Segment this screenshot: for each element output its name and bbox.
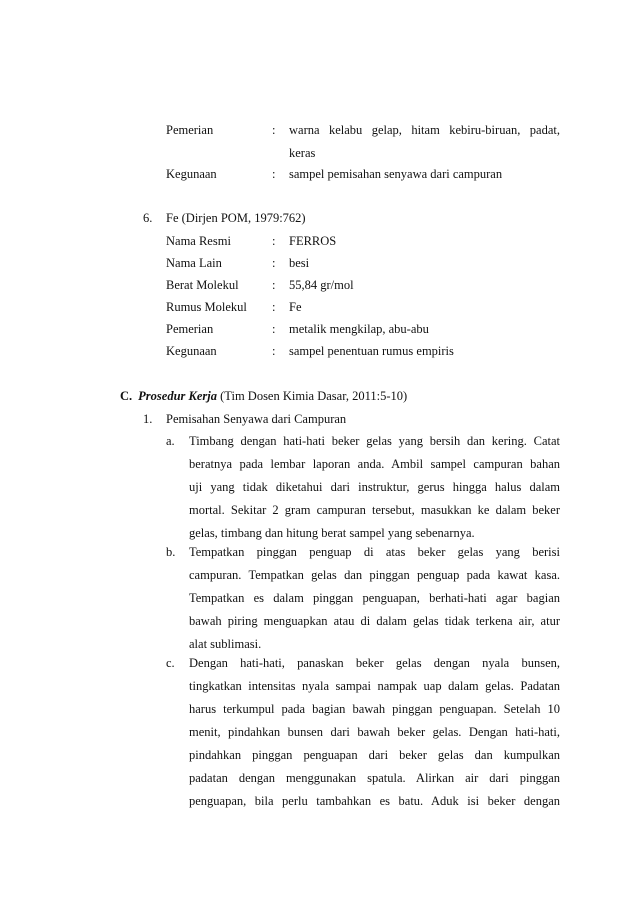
property-value: FERROS	[289, 234, 337, 248]
step-body	[189, 652, 560, 813]
text-line: Timbang dengan hati-hati beker gelas yang bersih dan kering. Catat	[189, 434, 560, 448]
property-colon: :	[272, 256, 276, 270]
property-value: besi	[289, 256, 310, 270]
property-label: Rumus Molekul	[166, 300, 247, 314]
property-value: sampel penentuan rumus empiris	[289, 344, 454, 358]
text-line: alat sublimasi.	[189, 637, 262, 651]
text-line: campuran. Tempatkan gelas dan pinggan penguap pada kawat kasa.	[189, 568, 560, 582]
section-title: Prosedur Kerja	[138, 389, 217, 403]
text-line: warna kelabu gelap, hitam kebiru-biruan, padat,	[289, 123, 560, 137]
text-line: keras	[289, 146, 316, 160]
property-label: Pemerian	[166, 322, 214, 336]
text-line: uji yang tidak diketahui dari instruktur, gerus hingga halus dalam	[189, 480, 560, 494]
text-line: Tempatkan es dalam pinggan penguapan, berhati-hati agar bagian	[189, 591, 560, 605]
text-line: beratnya pada lembar laporan anda. Ambil sampel campuran bahan	[189, 457, 560, 471]
property-label: Pemerian	[166, 123, 214, 137]
text-line: mortal. Sekitar 2 gram campuran tersebut, masukkan ke dalam beker	[189, 503, 560, 517]
property-colon: :	[272, 234, 276, 248]
property-label: Berat Molekul	[166, 278, 239, 292]
text-line: harus terkumpul pada bagian bawah pinggan penguapan. Setelah 10	[189, 702, 560, 716]
list-number: 6.	[143, 211, 153, 225]
property-value: Fe	[289, 300, 302, 314]
material-title: Fe (Dirjen POM, 1979:762)	[166, 211, 306, 225]
step-body	[189, 430, 560, 545]
subsection-title: Pemisahan Senyawa dari Campuran	[166, 412, 347, 426]
section-letter: C.	[120, 389, 133, 403]
section-citation: (Tim Dosen Kimia Dasar, 2011:5-10)	[220, 389, 408, 403]
text-line: bawah piring menguapkan atau di dalam gelas tidak terkena air, atur	[189, 614, 560, 628]
text-line: tingkatkan intensitas nyala sampai nampak uap dalam gelas. Padatan	[189, 679, 560, 693]
property-value: sampel pemisahan senyawa dari campuran	[289, 167, 503, 181]
text-line: pindahkan pinggan penguapan dari beker gelas dan kumpulkan	[189, 748, 560, 762]
text-line: menit, pindahkan bunsen dari bawah beker gelas. Dengan hati-hati,	[189, 725, 560, 739]
property-colon: :	[272, 300, 276, 314]
text-line: Tempatkan pinggan penguap di atas beker gelas yang berisi	[189, 545, 560, 559]
step-body	[189, 541, 560, 656]
property-value: metalik mengkilap, abu-abu	[289, 322, 429, 336]
property-label: Nama Resmi	[166, 234, 231, 248]
section-heading-prosedur-kerja	[120, 385, 407, 408]
property-colon: :	[272, 123, 276, 137]
property-colon: :	[272, 322, 276, 336]
text-line: penguapan, bila perlu tambahkan es batu. Aduk isi beker dengan	[189, 794, 560, 808]
property-colon: :	[272, 278, 276, 292]
property-label: Kegunaan	[166, 344, 217, 358]
property-label: Kegunaan	[166, 167, 217, 181]
property-value	[289, 119, 560, 165]
property-colon: :	[272, 167, 276, 181]
text-line: padatan dengan menggunakan spatula. Alirkan air dari pinggan	[189, 771, 560, 785]
property-label: Nama Lain	[166, 256, 222, 270]
text-line: Dengan hati-hati, panaskan beker gelas dengan nyala bunsen,	[189, 656, 560, 670]
step-letter: a.	[166, 434, 175, 448]
step-letter: c.	[166, 656, 175, 670]
property-value: 55,84 gr/mol	[289, 278, 354, 292]
text-line: gelas, timbang dan hitung berat sampel yang sebenarnya.	[189, 526, 475, 540]
property-colon: :	[272, 344, 276, 358]
list-number: 1.	[143, 412, 153, 426]
step-letter: b.	[166, 545, 176, 559]
